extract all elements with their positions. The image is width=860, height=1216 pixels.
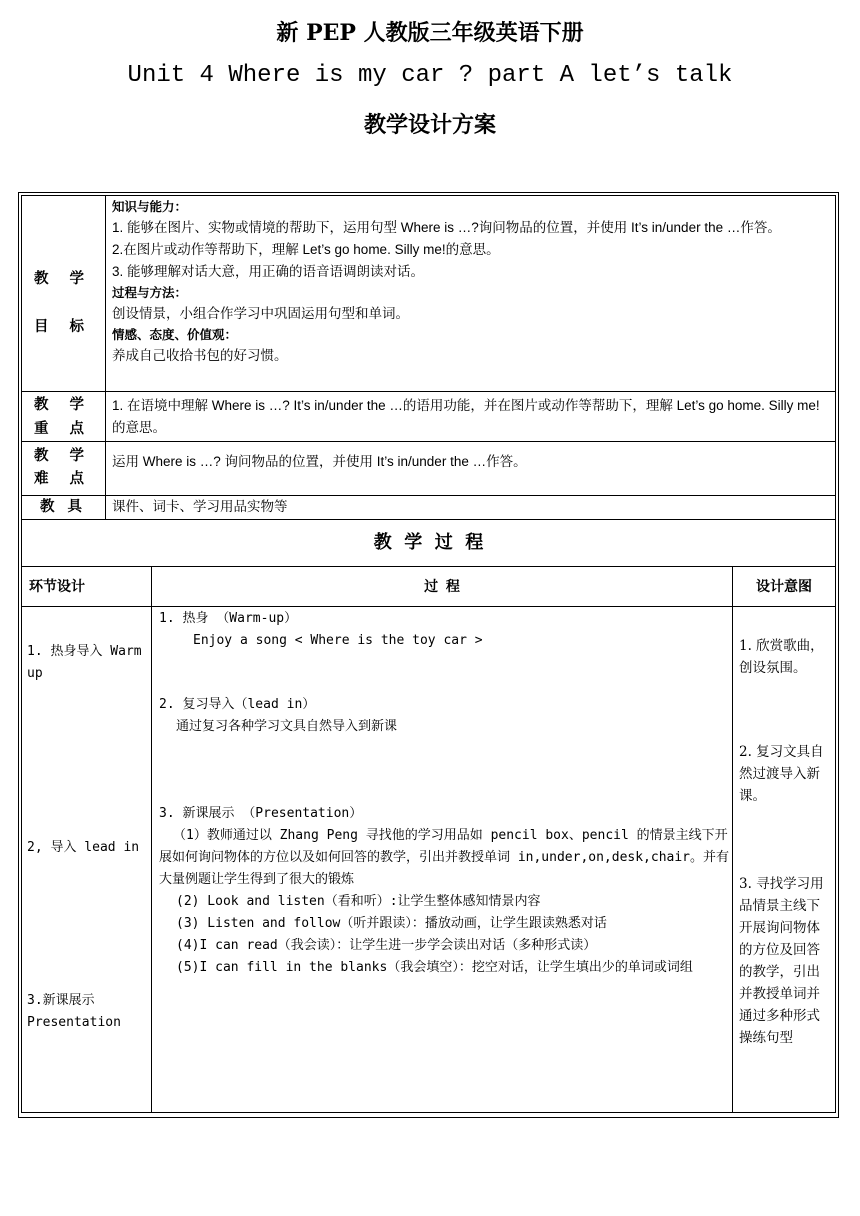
column-divider [732, 566, 733, 1113]
document-subtitle: 教学设计方案 [363, 112, 496, 138]
knowledge-item-3: 3. 能够理解对话大意，用正确的语音语调朗读对话。 [112, 264, 425, 279]
process-presentation-title: 3. 新课展示 （Presentation） [159, 806, 363, 821]
difficulties-label-top: 教 学 [33, 448, 93, 464]
row-divider [21, 195, 836, 196]
goals-label-bottom: 目 标 [33, 319, 93, 335]
attitude-heading: 情感、态度、价值观： [112, 328, 238, 342]
goals-content [112, 197, 832, 367]
stage-1: 1. 热身导入 Warm up [27, 644, 142, 681]
process-leadin-text: 通过复习各种学习文具自然导入到新课 [176, 719, 398, 734]
attitude-text: 养成自己收拾书包的好习惯。 [112, 348, 288, 363]
unit-title: Unit 4 Where is my car ? part A let’s talk [127, 62, 733, 89]
knowledge-heading: 知识与能力： [112, 200, 188, 214]
process-presentation-item-3: (3) Listen and follow（听并跟读）：播放动画，让学生跟读熟悉对话 [176, 916, 607, 931]
process-section-title: 教 学 过 程 [373, 532, 484, 553]
key-points-label-top: 教 学 [33, 397, 93, 413]
tools-label: 教 具 [39, 499, 87, 515]
stage-2: 2, 导入 lead in [27, 840, 140, 855]
key-points-label-bottom: 重 点 [33, 421, 93, 437]
tools-text: 课件、词卡、学习用品实物等 [112, 499, 288, 514]
column-divider [151, 566, 152, 1113]
row-divider [21, 441, 836, 442]
column-divider [105, 195, 106, 519]
knowledge-item-2: 2.在图片或动作等帮助下，理解 Let’s go home. Silly me!的意思。 [112, 242, 500, 257]
column-divider [835, 195, 836, 1113]
row-divider [21, 391, 836, 392]
process-presentation-item-5: (5)I can fill in the blanks（我会填空）：挖空对话，让学生填出少的单词或词组 [176, 960, 693, 975]
goals-label-top: 教 学 [33, 271, 93, 287]
process-text: 创设情景，小组合作学习中巩固运用句型和单词。 [112, 306, 409, 321]
document-title: 新 PEP 人教版三年级英语下册 [276, 20, 584, 46]
col-header-intent: 设计意图 [756, 578, 812, 594]
process-heading: 过程与方法： [112, 286, 188, 300]
intent-2: 2. 复习文具自然过渡导入新课。 [739, 744, 824, 804]
process-leadin-title: 2. 复习导入（lead in） [159, 697, 316, 712]
process-warmup-text: Enjoy a song < Where is the toy car > [193, 633, 483, 648]
process-presentation-item-2: (2) Look and listen（看和听）:让学生整体感知情景内容 [176, 894, 541, 909]
lesson-plan-table [21, 195, 836, 1113]
row-divider [21, 1112, 836, 1113]
intent-1: 1. 欣赏歌曲，创设氛围。 [739, 638, 824, 676]
process-warmup-title: 1. 热身 （Warm-up） [159, 611, 298, 626]
key-points-text: 1. 在语境中理解 Where is …? It’s in/under the …的语用功能，并在图片或动作等帮助下，理解 Let’s go home. Silly me!的意思。 [112, 398, 820, 435]
intent-3: 3. 寻找学习用品情景主线下开展询问物体的方位及回答的教学，引出并教授单词并通过多种形式操练句型 [739, 876, 824, 1046]
process-presentation-item-4: (4)I can read（我会读）：让学生进一步学会读出对话（多种形式读） [176, 938, 597, 953]
col-header-process: 过 程 [424, 578, 460, 594]
row-divider [21, 606, 836, 607]
difficulties-text: 运用 Where is …? 询问物品的位置，并使用 It’s in/under the …作答。 [112, 454, 527, 469]
process-presentation-item-1: （1）教师通过以 Zhang Peng 寻找他的学习用品如 pencil box、pencil 的情景主线下开展如何询问物体的方位以及如何回答的教学，引出并教授单词 in,under,on,desk,chair。并有大量例题让学生得到了很大的锻炼 [159, 828, 730, 887]
difficulties-label-bottom: 难 点 [33, 471, 93, 487]
knowledge-item-1: 1. 能够在图片、实物或情境的帮助下，运用句型 Where is …?询问物品的位置，并使用 It’s in/under the …作答。 [112, 220, 781, 235]
col-header-stage: 环节设计 [29, 578, 85, 594]
stage-3: 3.新课展示 Presentation [27, 993, 121, 1030]
